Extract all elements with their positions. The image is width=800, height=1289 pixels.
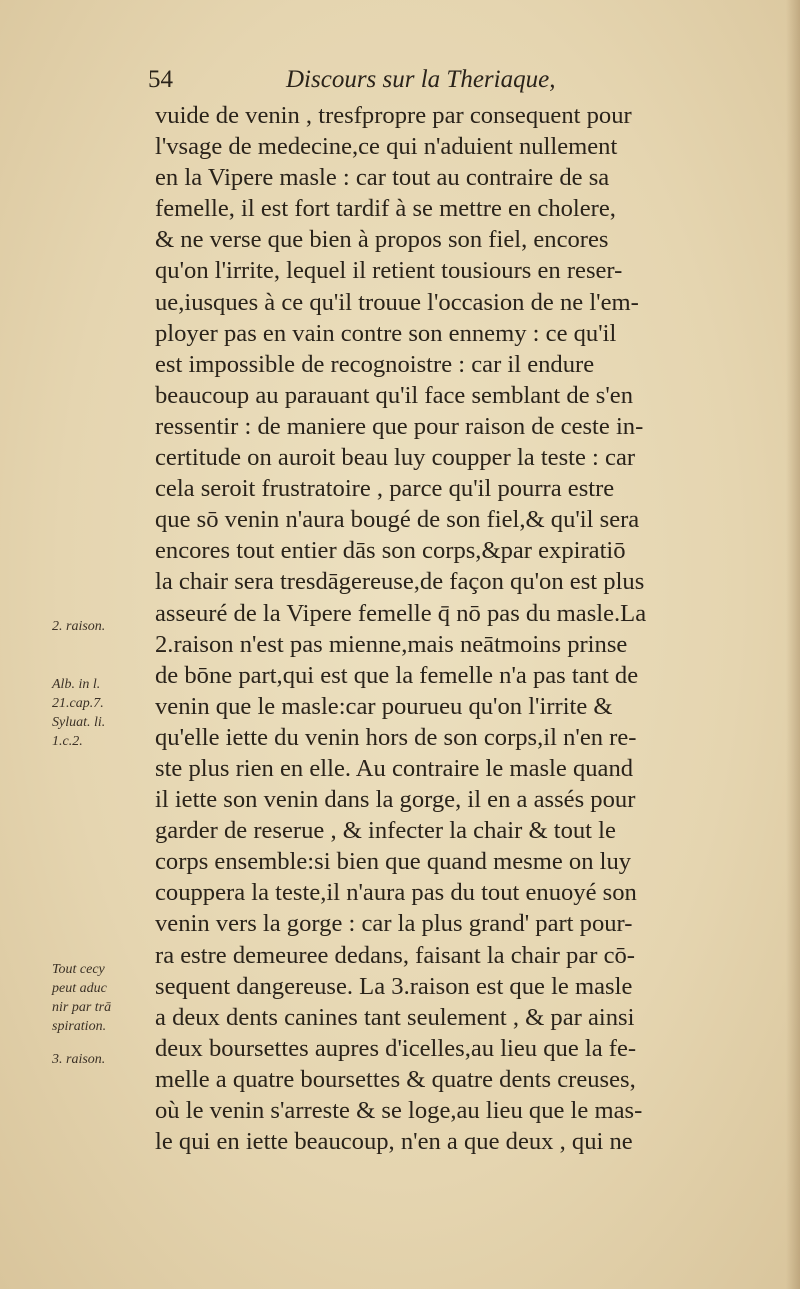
margin-note-second-reason [52, 617, 152, 636]
text-line: ue,iusques à ce qu'il trouue l'occasion de ne l'em- [155, 288, 639, 316]
margin-note-line: Alb. in l. [52, 677, 101, 692]
page-edge-shadow [786, 0, 800, 1289]
text-line: en la Vipere masle : car tout au contraire de sa [155, 164, 610, 192]
text-line: qu'on l'irrite, lequel il retient tousiours en reser- [155, 257, 623, 285]
text-line: garder de reserue , & infecter la chair & tout le [155, 817, 616, 845]
margin-note-line: Syluat. li. [52, 715, 106, 730]
margin-note-line: peut aduc [52, 981, 107, 996]
text-line: venin que le masle:car pourueu qu'on l'irrite & [155, 692, 613, 720]
margin-notes [0, 0, 155, 1289]
text-line: ste plus rien en elle. Au contraire le masle quand [155, 754, 634, 782]
margin-note-expiration-note [52, 960, 152, 1036]
text-line: la chair sera tresdāgereuse,de façon qu'on est plus [155, 568, 645, 596]
text-line: vuide de venin , tresfpropre par consequent pour [155, 102, 632, 129]
text-line: a deux dents canines tant seulement , & par ainsi [155, 1003, 635, 1031]
text-line: & ne verse que bien à propos son fiel, encores [155, 226, 609, 254]
text-line: venin vers la gorge : car la plus grand' part pour- [155, 910, 633, 938]
text-line: 2.raison n'est pas mienne,mais neātmoins prinse [155, 630, 628, 658]
text-line: cela seroit frustratoire , parce qu'il pourra estre [155, 475, 615, 503]
text-line: beaucoup au parauant qu'il face semblant de s'en [155, 381, 633, 409]
text-line: deux boursettes aupres d'icelles,au lieu que la fe- [155, 1034, 637, 1062]
text-line: femelle, il est fort tardif à se mettre en cholere, [155, 195, 616, 223]
text-line: encores tout entier dās son corps,&par expiratiō [155, 537, 626, 565]
margin-note-line: 3. raison. [52, 1052, 106, 1067]
body-text [155, 100, 750, 1157]
text-line: il iette son venin dans la gorge, il en a assés pour [155, 786, 636, 814]
running-title: Discours sur la Theriaque, [286, 66, 556, 93]
text-line: ra estre demeuree dedans, faisant la chair par cō- [155, 941, 635, 969]
margin-note-line: 2. raison. [52, 619, 106, 634]
page-number: 54 [148, 66, 173, 93]
text-line: couppera la teste,il n'aura pas du tout enuoyé son [155, 879, 637, 907]
margin-note-line: 1.c.2. [52, 734, 83, 749]
text-line: melle a quatre boursettes & quatre dents creuses, [155, 1065, 636, 1093]
text-line: est impossible de recognoistre : car il endure [155, 350, 595, 378]
margin-note-line: Tout cecy [52, 962, 105, 977]
margin-note-line: nir par trā [52, 1000, 112, 1015]
text-line: de bōne part,qui est que la femelle n'a pas tant de [155, 661, 639, 689]
text-line: l'vsage de medecine,ce qui n'aduient nullement [155, 133, 618, 161]
page-header [148, 62, 748, 98]
margin-note-line: spiration. [52, 1019, 107, 1034]
text-line: que sō venin n'aura bougé de son fiel,& qu'il sera [155, 506, 640, 534]
text-line: où le venin s'arreste & se loge,au lieu que le mas- [155, 1097, 643, 1124]
text-line: ressentir : de maniere que pour raison de ceste in- [155, 412, 644, 440]
text-line: corps ensemble:si bien que quand mesme on luy [155, 848, 632, 876]
text-line: qu'elle iette du venin hors de son corps,il n'en re- [155, 723, 637, 751]
text-line: le qui en iette beaucoup, n'en a que deux , qui ne [155, 1128, 633, 1156]
text-line: sequent dangereuse. La 3.raison est que le masle [155, 972, 633, 1000]
margin-note-line: 21.cap.7. [52, 696, 104, 711]
margin-note-third-reason [52, 1050, 152, 1069]
text-line: ployer pas en vain contre son ennemy : ce qu'il [155, 319, 617, 347]
margin-note-albertus-citation [52, 675, 152, 751]
text-line: asseuré de la Vipere femelle q̄ nō pas du masle.La [155, 599, 647, 627]
text-line: certitude on auroit beau luy coupper la teste : car [155, 444, 636, 472]
